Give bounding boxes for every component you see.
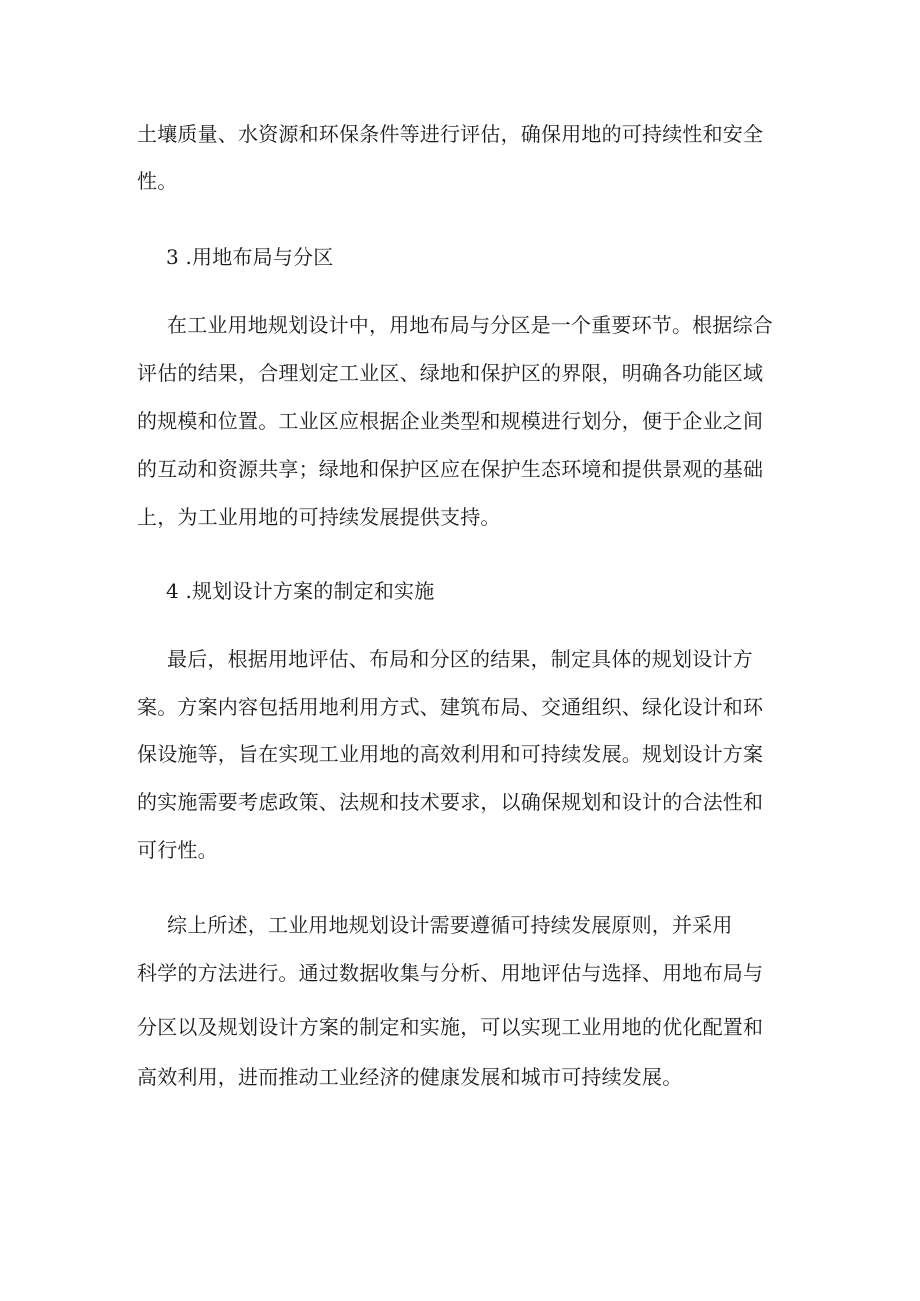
section-heading: 3 .用地布局与分区: [166, 245, 334, 269]
paragraph-line: 高效利用，进而推动工业经济的健康发展和城市可持续发展。: [137, 1065, 683, 1089]
paragraph-line: 在工业用地规划设计中，用地布局与分区是一个重要环节。根据综合: [167, 313, 773, 337]
paragraph-line: 可行性。: [137, 838, 218, 862]
paragraph-line: 上，为工业用地的可持续发展提供支持。: [137, 505, 501, 529]
paragraph-line: 的实施需要考虑政策、法规和技术要求，以确保规划和设计的合法性和: [137, 790, 764, 814]
section-heading: 4 .规划设计方案的制定和实施: [166, 579, 435, 603]
paragraph-line: 案。方案内容包括用地利用方式、建筑布局、交通组织、绿化设计和环: [137, 695, 764, 719]
paragraph-line: 分区以及规划设计方案的制定和实施，可以实现工业用地的优化配置和: [137, 1015, 764, 1039]
paragraph-line: 土壤质量、水资源和环保条件等进行评估，确保用地的可持续性和安全: [137, 122, 764, 146]
paragraph-line: 的互动和资源共享；绿地和保护区应在保护生态环境和提供景观的基础: [137, 457, 764, 481]
paragraph-line: 保设施等，旨在实现工业用地的高效利用和可持续发展。规划设计方案: [137, 742, 764, 766]
paragraph-line: 评估的结果，合理划定工业区、绿地和保护区的界限，明确各功能区域: [137, 361, 764, 385]
paragraph-line: 科学的方法进行。通过数据收集与分析、用地评估与选择、用地布局与: [137, 961, 764, 985]
paragraph-line: 的规模和位置。工业区应根据企业类型和规模进行划分，便于企业之间: [137, 409, 764, 433]
paragraph-line: 综上所述，工业用地规划设计需要遵循可持续发展原则，并采用: [167, 913, 733, 937]
paragraph-line: 性。: [137, 169, 178, 193]
paragraph-line: 最后，根据用地评估、布局和分区的结果，制定具体的规划设计方: [167, 647, 753, 671]
